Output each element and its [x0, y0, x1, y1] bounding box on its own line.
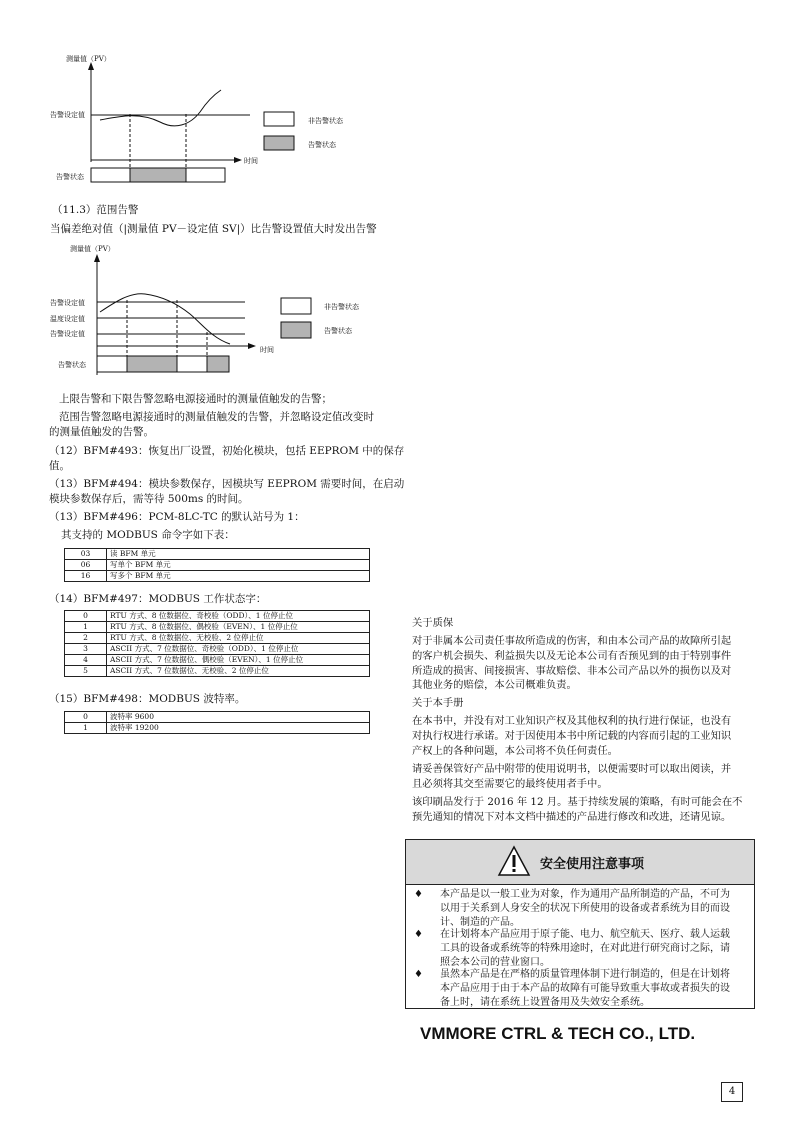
manual-heading: 关于本手册 [412, 697, 464, 709]
baud-rate-table [64, 711, 370, 734]
text-line: 虽然本产品是在严格的质量管理体制下进行制造的，但是在计划将 [440, 969, 730, 980]
bfm494-line-1: （13）BFM#494：模块参数保存，因模块写 EEPROM 需要时间，在启动 [49, 478, 405, 490]
chart2-legend-alarm: 告警状态 [324, 327, 352, 335]
bfm493-line-1: （12）BFM#493：恢复出厂设置，初始化模块，包括 EEPROM 中的保存 [49, 445, 405, 457]
bfm496-line-2: 其支持的 MODBUS 命令字如下表： [61, 529, 235, 541]
section-11-3-heading: （11.3）范围告警 [52, 204, 139, 216]
chart2-time-label: 时间 [260, 346, 274, 354]
bullet-icon: ♦ [414, 929, 423, 940]
modbus-command-table [64, 548, 370, 582]
table-row [65, 633, 370, 644]
quality-heading: 关于质保 [412, 617, 454, 629]
table-cell: 写单个 BFM 单元 [107, 560, 370, 571]
text-line: 产权上的各种问题，本公司将不负任何责任。 [412, 744, 618, 757]
chart1-status-label: 告警状态 [56, 173, 84, 181]
bullet-icon: ♦ [414, 889, 423, 900]
modbus-status-table [64, 610, 370, 677]
table-cell: 03 [65, 549, 107, 560]
manual-para-2 [412, 762, 731, 792]
chart1-legend-alarm: 告警状态 [308, 141, 336, 149]
text-line: 备上时，请在系统上设置备用及失效安全系统。 [440, 997, 650, 1008]
bfm493-line-2: 值。 [49, 460, 70, 472]
section-11-3-description: 当偏差绝对值（|测量值 PV－设定值 SV|）比告警设置值大时发出告警 [50, 223, 377, 235]
table-cell: ASCII 方式、7 位数据位、奇校验（ODD）、1 位停止位 [107, 644, 370, 655]
chart2-upper-label: 告警设定值 [50, 299, 85, 307]
table-row [65, 571, 370, 582]
table-cell: RTU 方式、8 位数据位、奇校验（ODD）、1 位停止位 [107, 611, 370, 622]
text-line: 在计划将本产品应用于原子能、电力、航空航天、医疗、载人运载 [440, 929, 730, 940]
table-cell: 0 [65, 712, 107, 723]
text-line: 本产品应用于由于本产品的故障有可能导致重大事故或者损失的设 [440, 983, 730, 994]
text-line: 请妥善保管好产品中附带的使用说明书，以便需要时可以取出阅读，并 [412, 763, 732, 775]
text-line: 本产品是以一般工业为对象，作为通用产品所制造的产品，不可为 [440, 889, 730, 900]
safety-notice-header [406, 840, 754, 885]
table-cell: RTU 方式、8 位数据位、无校验、2 位停止位 [107, 633, 370, 644]
text-line: 且必须将其交至需要它的最终使用者手中。 [412, 777, 608, 790]
chart1-setpoint-label: 告警设定值 [50, 111, 85, 119]
chart2-legend-non-alarm: 非告警状态 [324, 303, 359, 311]
manual-para-1 [412, 714, 731, 758]
table-cell: 5 [65, 666, 107, 677]
notes-line-1: 上限告警和下限告警忽略电源接通时的测量值触发的告警； [59, 393, 332, 405]
bullet-icon: ♦ [414, 969, 423, 980]
text-line: 对于非属本公司责任事故所造成的伤害，和由本公司产品的故障所引起 [412, 635, 732, 647]
chart2-temp-label: 温度设定值 [50, 315, 85, 323]
table-cell: 写多个 BFM 单元 [107, 571, 370, 582]
chart1-time-label: 时间 [244, 157, 258, 165]
table-row [65, 666, 370, 677]
table-cell: 1 [65, 622, 107, 633]
chart2-y-axis-label: 测量值（PV） [70, 245, 115, 253]
bfm498-heading: （15）BFM#498：MODBUS 波特率。 [49, 693, 246, 705]
table-cell: 波特率 19200 [107, 723, 370, 734]
table-row [65, 622, 370, 633]
table-cell: 4 [65, 655, 107, 666]
text-line: 计、制造的产品。 [440, 917, 520, 928]
table-cell: ASCII 方式、7 位数据位、偶校验（EVEN）、1 位停止位 [107, 655, 370, 666]
text-line: 在本书中，并没有对工业知识产权及其他权利的执行进行保证，也没有 [412, 715, 732, 727]
safety-notice-box [405, 839, 755, 1009]
warning-icon [497, 845, 531, 877]
chart1-y-axis-label: 测量值（PV） [66, 55, 111, 63]
table-cell: 1 [65, 723, 107, 734]
notes-line-2b: 的测量值触发的告警。 [49, 426, 154, 438]
text-line: 的客户机会损失、利益损失以及无论本公司有否预见到的由于特别事件 [412, 649, 732, 662]
text-line: 所造成的损害、间接损害、事故赔偿、非本公司产品以外的损伤以及对 [412, 664, 732, 677]
chart2-lower-label: 告警设定值 [50, 330, 85, 338]
text-line: 以用于关系到人身安全的状况下所使用的设备或者系统为目的而设 [440, 903, 730, 914]
table-row [65, 655, 370, 666]
table-cell: 3 [65, 644, 107, 655]
table-cell: 读 BFM 单元 [107, 549, 370, 560]
manual-para-3 [412, 795, 742, 825]
chart2-status-label: 告警状态 [58, 361, 86, 369]
company-name: VMMORE CTRL & TECH CO., LTD. [420, 1024, 696, 1043]
text-line: 对执行权进行承诺。对于因使用本书中所记载的内容而引起的工业知识 [412, 729, 732, 742]
table-row [65, 712, 370, 723]
page-number: 4 [721, 1082, 743, 1102]
bfm497-heading: （14）BFM#497：MODBUS 工作状态字： [49, 593, 267, 605]
quality-body [412, 634, 757, 693]
table-row [65, 644, 370, 655]
text-line: 其他业务的赔偿，本公司概难负责。 [412, 679, 577, 692]
text-line: 工具的设备或系统等的特殊用途时，在对此进行研究商讨之际，请 [440, 943, 730, 954]
table-cell: 06 [65, 560, 107, 571]
bfm496-line-1: （13）BFM#496：PCM-8LC-TC 的默认站号为 1： [49, 511, 305, 523]
table-cell: 0 [65, 611, 107, 622]
table-cell: ASCII 方式、7 位数据位、无校验、2 位停止位 [107, 666, 370, 677]
bfm494-line-2: 模块参数保存后，需等待 500ms 的时间。 [49, 493, 249, 505]
notes-line-2a: 范围告警忽略电源接通时的测量值触发的告警，并忽略设定值改变时 [59, 411, 374, 423]
text-line: 照会本公司的营业窗口。 [440, 957, 550, 968]
table-row [65, 611, 370, 622]
chart1-legend-non-alarm: 非告警状态 [308, 117, 343, 125]
table-row [65, 549, 370, 560]
safety-notice-title: 安全使用注意事项 [540, 857, 645, 872]
table-row [65, 723, 370, 734]
table-cell: RTU 方式、8 位数据位、偶校验（EVEN）、1 位停止位 [107, 622, 370, 633]
table-cell: 波特率 9600 [107, 712, 370, 723]
text-line: 该印刷品发行于 2016 年 12 月。基于持续发展的策略，有时可能会在不 [412, 796, 743, 808]
text-line: 预先通知的情况下对本文档中描述的产品进行修改和改进，还请见谅。 [412, 810, 732, 823]
table-cell: 16 [65, 571, 107, 582]
table-row [65, 560, 370, 571]
table-cell: 2 [65, 633, 107, 644]
